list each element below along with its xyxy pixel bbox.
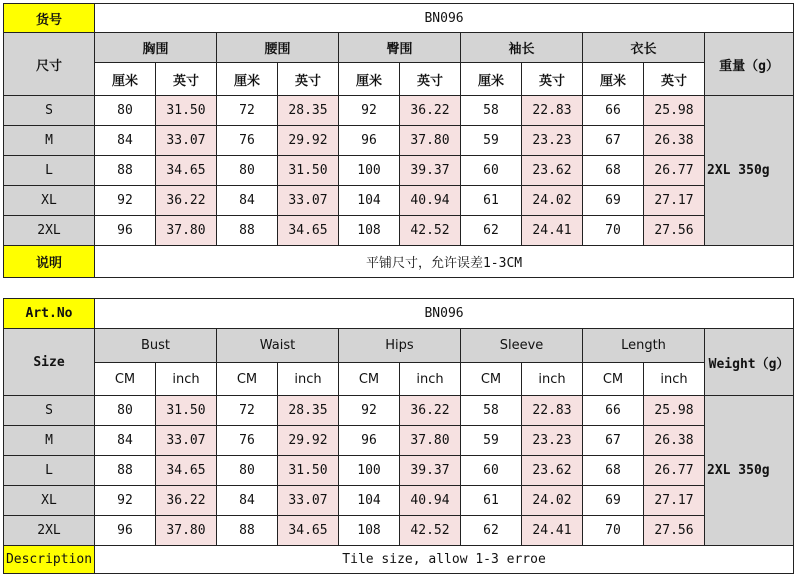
hips-inch-cell: 37.80 xyxy=(400,126,461,156)
article-code: BN096 xyxy=(95,299,794,329)
unit-inch: inch xyxy=(644,363,705,396)
length-inch-cell: 27.56 xyxy=(644,216,705,246)
table-row xyxy=(4,96,794,126)
hips-inch-cell: 40.94 xyxy=(400,486,461,516)
size-cell: S xyxy=(4,96,95,126)
sleeve-cm-cell: 58 xyxy=(461,96,522,126)
waist-cm-cell: 84 xyxy=(217,186,278,216)
table-row xyxy=(4,186,794,216)
hips-cm-cell: 96 xyxy=(339,126,400,156)
length-cm-cell: 69 xyxy=(583,486,644,516)
sleeve-inch-cell: 24.41 xyxy=(522,516,583,546)
weight-value: 2XL 350g xyxy=(705,396,794,546)
bust-inch-cell: 33.07 xyxy=(156,426,217,456)
unit-cm: 厘米 xyxy=(95,63,156,96)
unit-inch: inch xyxy=(156,363,217,396)
waist-inch-cell: 31.50 xyxy=(278,156,339,186)
weight-value: 2XL 350g xyxy=(705,96,794,246)
sleeve-inch-cell: 23.23 xyxy=(522,126,583,156)
sleeve-cm-cell: 62 xyxy=(461,216,522,246)
size-cell: XL xyxy=(4,486,95,516)
waist-header: Waist xyxy=(217,329,339,363)
sleeve-inch-cell: 22.83 xyxy=(522,396,583,426)
article-number-label: Art.No xyxy=(4,299,95,329)
hips-inch-cell: 36.22 xyxy=(400,396,461,426)
length-cm-cell: 67 xyxy=(583,126,644,156)
waist-header: 腰围 xyxy=(217,33,339,63)
length-cm-cell: 66 xyxy=(583,96,644,126)
sleeve-cm-cell: 61 xyxy=(461,486,522,516)
hips-cm-cell: 104 xyxy=(339,486,400,516)
waist-cm-cell: 80 xyxy=(217,456,278,486)
length-inch-cell: 25.98 xyxy=(644,96,705,126)
hips-inch-cell: 36.22 xyxy=(400,96,461,126)
description-label: Description xyxy=(4,546,95,574)
length-cm-cell: 70 xyxy=(583,516,644,546)
hips-header: Hips xyxy=(339,329,461,363)
hips-inch-cell: 39.37 xyxy=(400,456,461,486)
unit-inch: inch xyxy=(278,363,339,396)
length-header: Length xyxy=(583,329,705,363)
sleeve-cm-cell: 61 xyxy=(461,186,522,216)
hips-cm-cell: 100 xyxy=(339,456,400,486)
description-text: 平铺尺寸，允许误差1-3CM xyxy=(95,246,794,278)
waist-cm-cell: 72 xyxy=(217,96,278,126)
waist-inch-cell: 34.65 xyxy=(278,516,339,546)
unit-cm: CM xyxy=(339,363,400,396)
unit-cm: CM xyxy=(95,363,156,396)
length-cm-cell: 70 xyxy=(583,216,644,246)
hips-cm-cell: 100 xyxy=(339,156,400,186)
unit-inch: 英寸 xyxy=(278,63,339,96)
hips-header: 臀围 xyxy=(339,33,461,63)
waist-cm-cell: 76 xyxy=(217,426,278,456)
bust-inch-cell: 34.65 xyxy=(156,156,217,186)
size-header: Size xyxy=(4,329,95,396)
hips-cm-cell: 104 xyxy=(339,186,400,216)
weight-header: 重量（g） xyxy=(705,33,794,96)
article-number-label: 货号 xyxy=(4,4,95,33)
size-cell: M xyxy=(4,426,95,456)
waist-cm-cell: 84 xyxy=(217,486,278,516)
hips-inch-cell: 42.52 xyxy=(400,516,461,546)
table-row xyxy=(4,156,794,186)
size-cell: 2XL xyxy=(4,516,95,546)
bust-cm-cell: 84 xyxy=(95,126,156,156)
sleeve-cm-cell: 60 xyxy=(461,156,522,186)
unit-inch: inch xyxy=(522,363,583,396)
length-inch-cell: 26.77 xyxy=(644,156,705,186)
sleeve-cm-cell: 60 xyxy=(461,456,522,486)
waist-inch-cell: 29.92 xyxy=(278,126,339,156)
table-row xyxy=(4,216,794,246)
waist-cm-cell: 72 xyxy=(217,396,278,426)
bust-cm-cell: 88 xyxy=(95,456,156,486)
bust-inch-cell: 37.80 xyxy=(156,216,217,246)
length-inch-cell: 27.17 xyxy=(644,186,705,216)
bust-inch-cell: 31.50 xyxy=(156,96,217,126)
table-row xyxy=(4,486,794,516)
bust-inch-cell: 34.65 xyxy=(156,456,217,486)
table-row xyxy=(4,426,794,456)
bust-cm-cell: 80 xyxy=(95,396,156,426)
unit-cm: CM xyxy=(217,363,278,396)
waist-inch-cell: 34.65 xyxy=(278,216,339,246)
unit-inch: 英寸 xyxy=(522,63,583,96)
table-row xyxy=(4,456,794,486)
sleeve-header: 袖长 xyxy=(461,33,583,63)
waist-inch-cell: 33.07 xyxy=(278,186,339,216)
size-cell: XL xyxy=(4,186,95,216)
bust-cm-cell: 92 xyxy=(95,186,156,216)
hips-cm-cell: 92 xyxy=(339,96,400,126)
waist-inch-cell: 28.35 xyxy=(278,96,339,126)
length-cm-cell: 68 xyxy=(583,156,644,186)
unit-cm: CM xyxy=(461,363,522,396)
bust-cm-cell: 96 xyxy=(95,516,156,546)
unit-cm: 厘米 xyxy=(583,63,644,96)
sleeve-cm-cell: 58 xyxy=(461,396,522,426)
bust-inch-cell: 36.22 xyxy=(156,186,217,216)
unit-cm: 厘米 xyxy=(461,63,522,96)
hips-inch-cell: 42.52 xyxy=(400,216,461,246)
length-inch-cell: 27.17 xyxy=(644,486,705,516)
waist-cm-cell: 80 xyxy=(217,156,278,186)
length-header: 衣长 xyxy=(583,33,705,63)
size-cell: 2XL xyxy=(4,216,95,246)
sleeve-inch-cell: 23.62 xyxy=(522,156,583,186)
waist-inch-cell: 31.50 xyxy=(278,456,339,486)
waist-inch-cell: 33.07 xyxy=(278,486,339,516)
hips-inch-cell: 37.80 xyxy=(400,426,461,456)
unit-inch: 英寸 xyxy=(156,63,217,96)
bust-cm-cell: 88 xyxy=(95,156,156,186)
sleeve-inch-cell: 22.83 xyxy=(522,96,583,126)
size-cell: L xyxy=(4,456,95,486)
length-inch-cell: 26.38 xyxy=(644,426,705,456)
table-row xyxy=(4,126,794,156)
table-row xyxy=(4,396,794,426)
sleeve-inch-cell: 23.23 xyxy=(522,426,583,456)
bust-cm-cell: 96 xyxy=(95,216,156,246)
bust-cm-cell: 80 xyxy=(95,96,156,126)
waist-inch-cell: 28.35 xyxy=(278,396,339,426)
waist-inch-cell: 29.92 xyxy=(278,426,339,456)
waist-cm-cell: 88 xyxy=(217,216,278,246)
length-inch-cell: 25.98 xyxy=(644,396,705,426)
bust-inch-cell: 33.07 xyxy=(156,126,217,156)
sleeve-cm-cell: 59 xyxy=(461,426,522,456)
length-inch-cell: 27.56 xyxy=(644,516,705,546)
size-cell: M xyxy=(4,126,95,156)
length-cm-cell: 66 xyxy=(583,396,644,426)
sleeve-cm-cell: 62 xyxy=(461,516,522,546)
english-size-table xyxy=(3,298,794,574)
description-label: 说明 xyxy=(4,246,95,278)
sleeve-inch-cell: 24.41 xyxy=(522,216,583,246)
bust-inch-cell: 31.50 xyxy=(156,396,217,426)
bust-cm-cell: 92 xyxy=(95,486,156,516)
length-cm-cell: 69 xyxy=(583,186,644,216)
table-row xyxy=(4,516,794,546)
hips-cm-cell: 108 xyxy=(339,516,400,546)
chinese-size-table xyxy=(3,3,794,278)
size-cell: L xyxy=(4,156,95,186)
sleeve-inch-cell: 24.02 xyxy=(522,186,583,216)
length-cm-cell: 67 xyxy=(583,426,644,456)
article-code: BN096 xyxy=(95,4,794,33)
length-inch-cell: 26.38 xyxy=(644,126,705,156)
unit-inch: 英寸 xyxy=(644,63,705,96)
sleeve-inch-cell: 23.62 xyxy=(522,456,583,486)
hips-cm-cell: 92 xyxy=(339,396,400,426)
hips-cm-cell: 108 xyxy=(339,216,400,246)
bust-inch-cell: 37.80 xyxy=(156,516,217,546)
unit-cm: 厘米 xyxy=(339,63,400,96)
length-cm-cell: 68 xyxy=(583,456,644,486)
sleeve-cm-cell: 59 xyxy=(461,126,522,156)
unit-cm: CM xyxy=(583,363,644,396)
sleeve-header: Sleeve xyxy=(461,329,583,363)
hips-cm-cell: 96 xyxy=(339,426,400,456)
bust-cm-cell: 84 xyxy=(95,426,156,456)
sleeve-inch-cell: 24.02 xyxy=(522,486,583,516)
bust-header: Bust xyxy=(95,329,217,363)
unit-inch: inch xyxy=(400,363,461,396)
hips-inch-cell: 40.94 xyxy=(400,186,461,216)
unit-inch: 英寸 xyxy=(400,63,461,96)
bust-inch-cell: 36.22 xyxy=(156,486,217,516)
size-header: 尺寸 xyxy=(4,33,95,96)
waist-cm-cell: 88 xyxy=(217,516,278,546)
unit-cm: 厘米 xyxy=(217,63,278,96)
hips-inch-cell: 39.37 xyxy=(400,156,461,186)
description-text: Tile size, allow 1-3 erroe xyxy=(95,546,794,574)
waist-cm-cell: 76 xyxy=(217,126,278,156)
length-inch-cell: 26.77 xyxy=(644,456,705,486)
bust-header: 胸围 xyxy=(95,33,217,63)
weight-header: Weight（g） xyxy=(705,329,794,396)
size-cell: S xyxy=(4,396,95,426)
